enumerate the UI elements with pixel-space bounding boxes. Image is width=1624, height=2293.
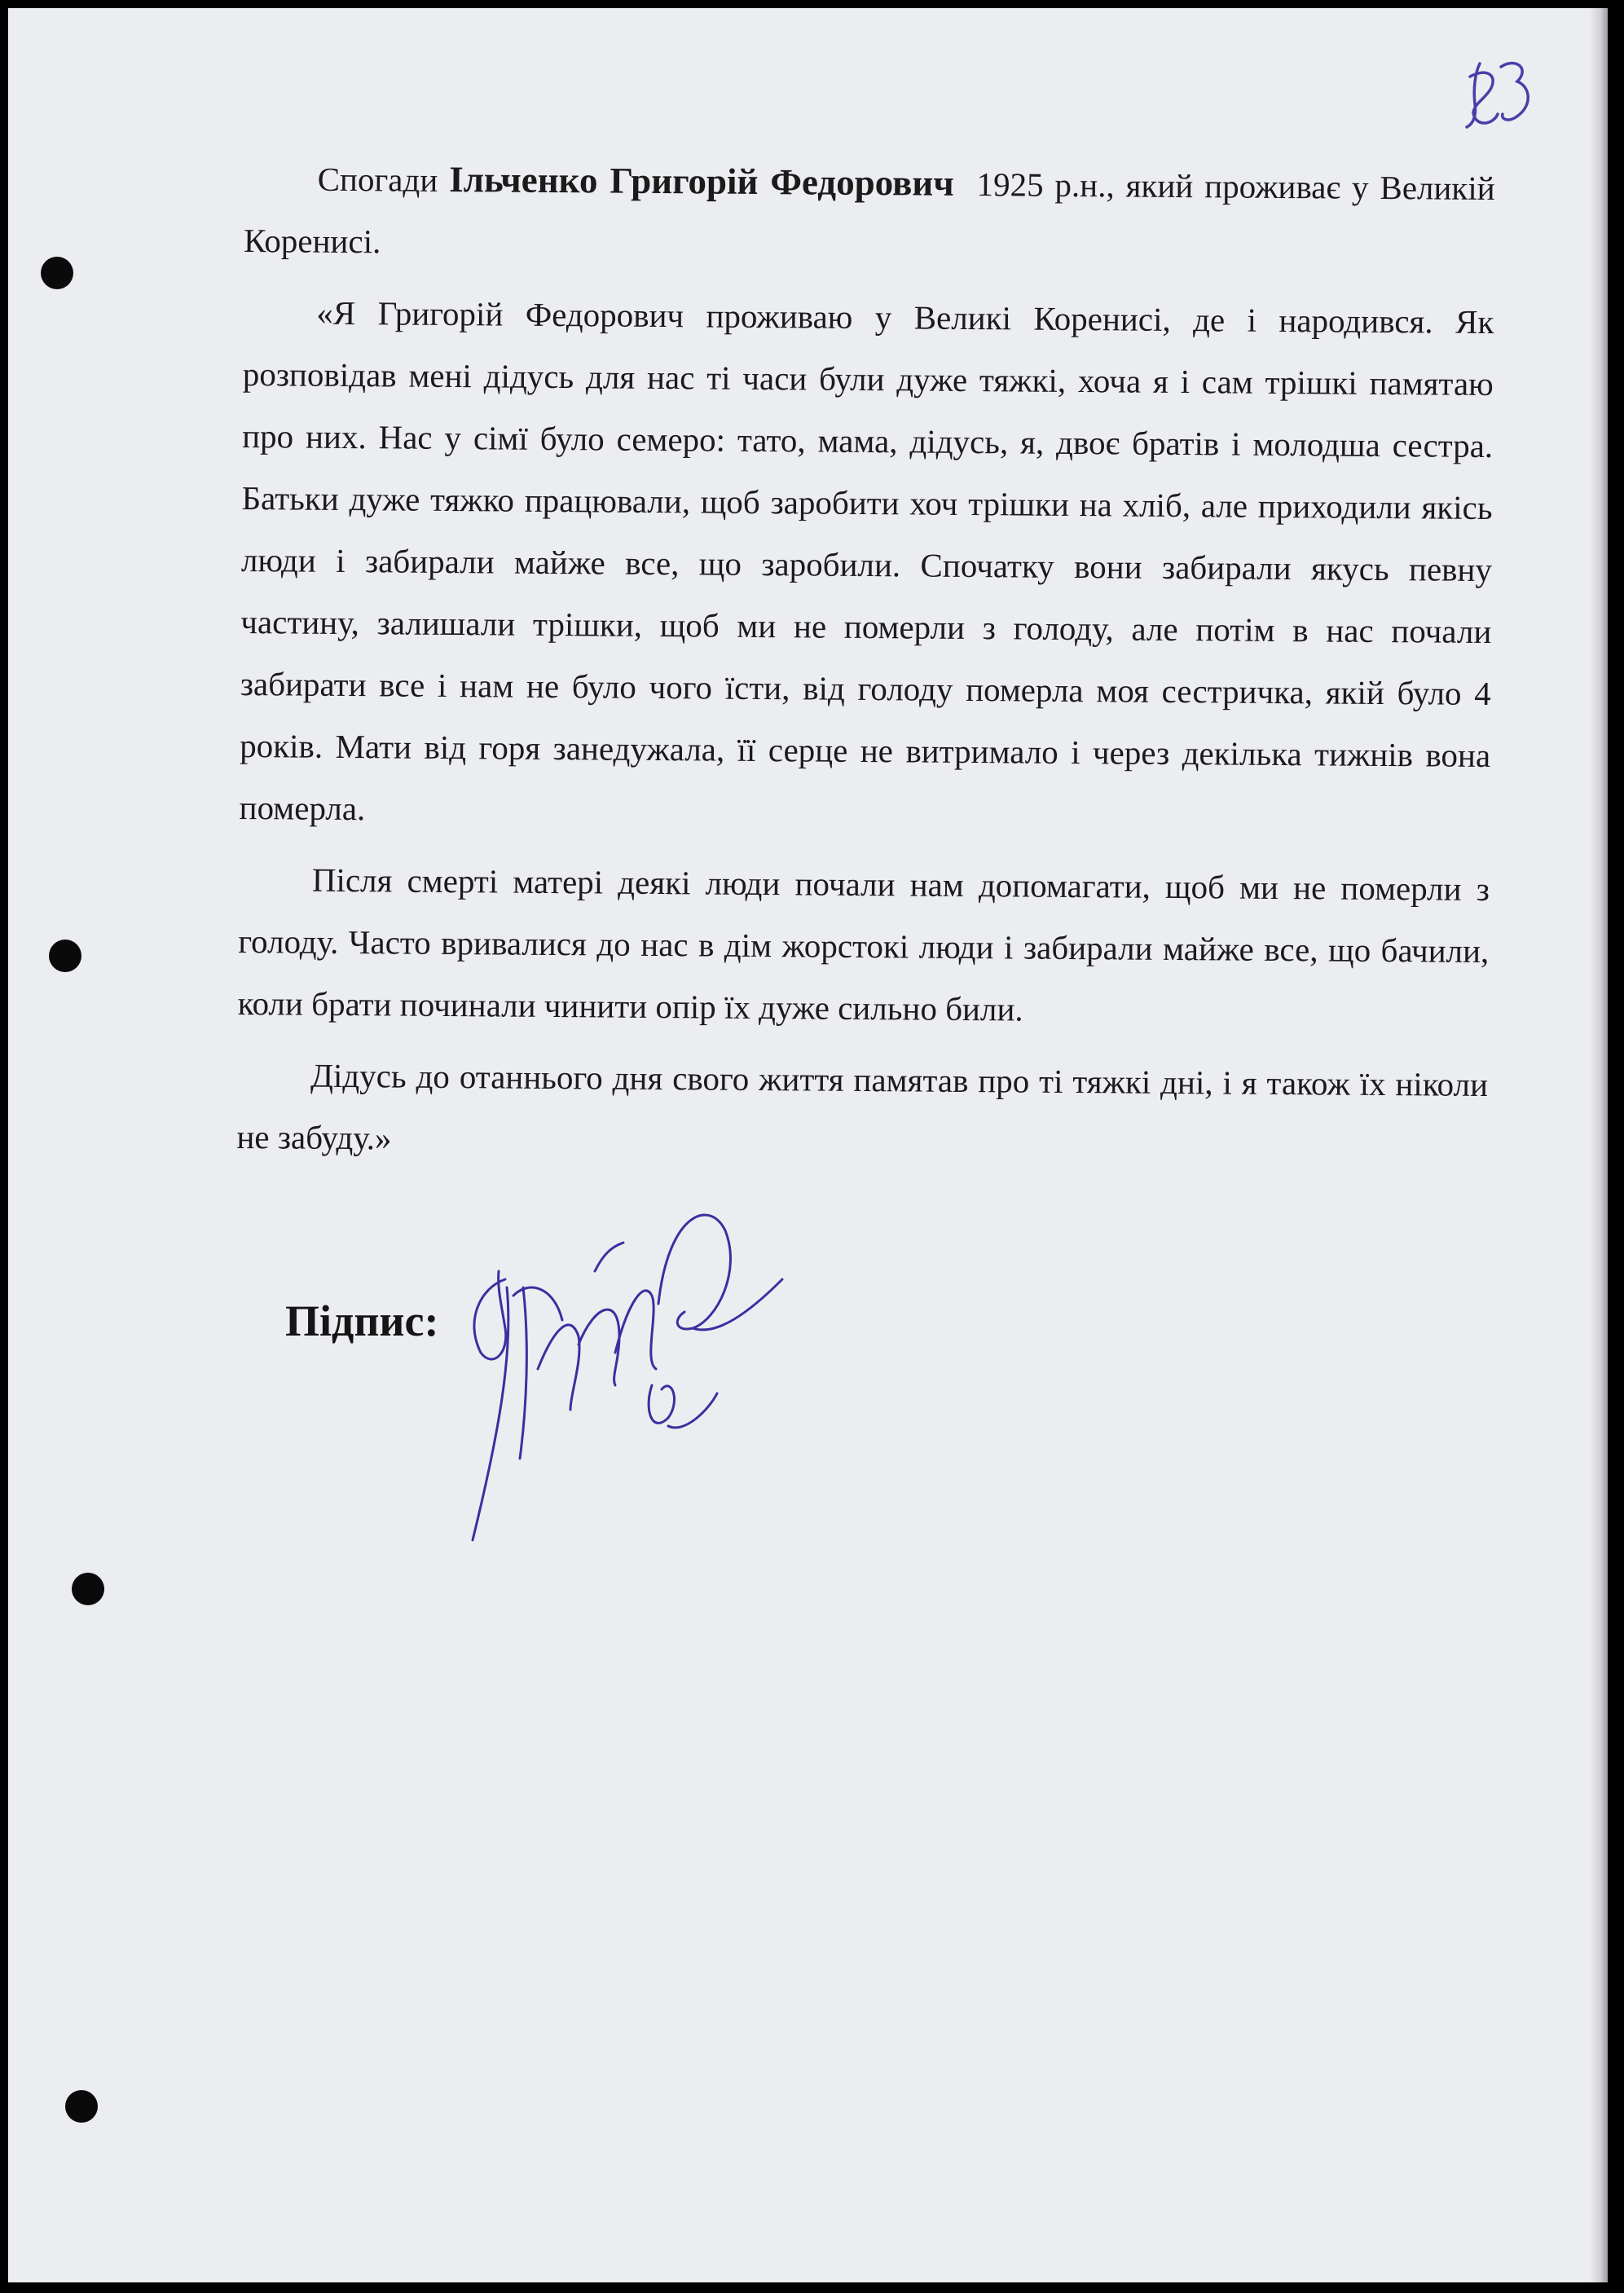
document-page [8,8,1608,2282]
memoir-text [236,147,1495,1177]
paragraph-1: «Я Григорій Федорович проживаю у Великі Коренисі, де і народився. Як розповідав мені дідусь для нас ті часи були дуже тяжкі, хоча я і сам трішкі памятаю про них. Нас у сімї було семеро: тато, мама, дідусь, я, двоє братів і молодша сестра. Батьки дуже тяжко працювали, щоб заробити хоч трішки на хліб, але приходили якісь люди і забирали майже все, що заробили. Спочатку вони забирали якусь певну частину, залишали трішки, щоб ми не померли з голоду, але потім в нас почали забирати все і нам не було чого їсти, від голоду померла моя сестричка, якій було 4 років. Мати від горя занедужала, її серце не витримало і через декілька тижнів вона померла. [239,293,1494,828]
author-name: Ільченко Григорій Федорович [449,158,954,204]
handwritten-signature [448,1165,790,1589]
intro-suffix: 1925 р.н., який проживає у Великій Коренисі. [243,165,1495,261]
handwritten-page-number [1450,49,1540,139]
paragraph-3: Дідусь до отаннього дня свого життя памятав про ті тяжкі дні, і я також їх ніколи не забуду.» [236,1056,1489,1157]
punch-hole [72,1573,104,1605]
punch-hole [65,2090,98,2123]
intro-prefix: Спогади [317,160,438,199]
signature-label: Підпис: [285,1296,439,1345]
punch-hole [41,257,73,289]
page-edge-shadow [1590,8,1608,2282]
punch-hole [49,940,81,972]
intro-line [244,147,1495,281]
paragraph-2: Після смерті матері деякі люди почали нам допомагати, щоб ми не померли з голоду. Часто вривалися до нас в дім жорстокі люди і забирали майже все, що бачили, коли брати починали чинити опір їх дуже сильно били. [237,860,1490,1028]
